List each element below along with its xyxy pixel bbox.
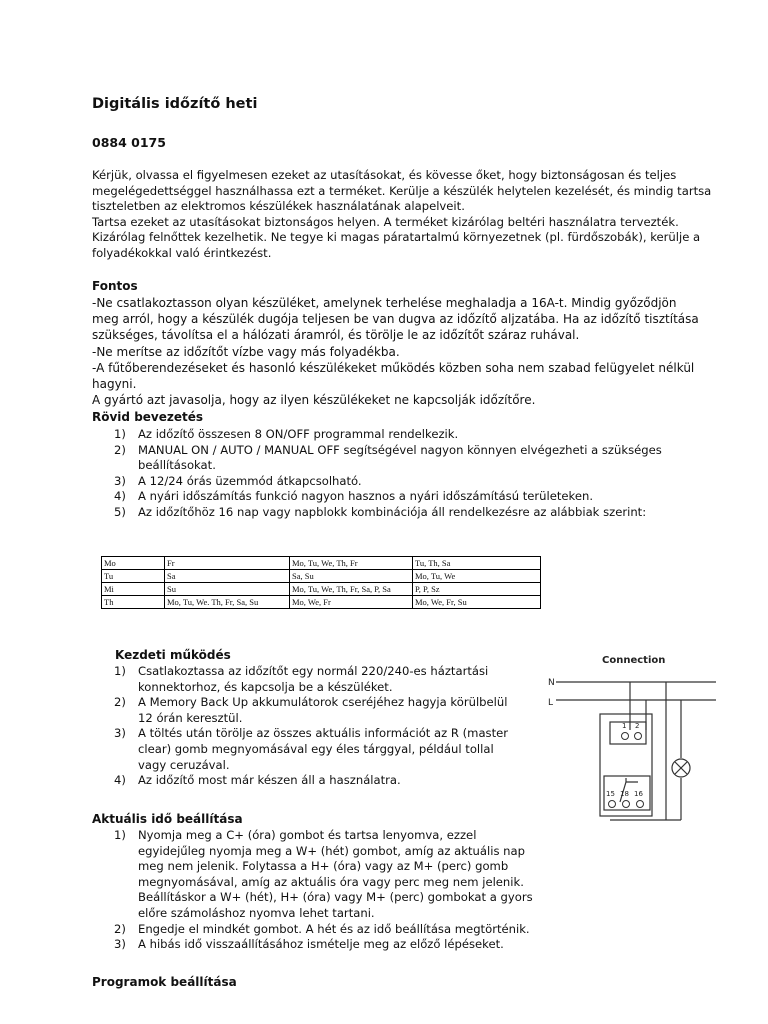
table-cell: Sa — [165, 570, 290, 583]
page-title: Digitális időzítő heti — [92, 96, 258, 112]
fontos-line: -Ne csatlakoztasson olyan készüléket, amelynek terhelése meghaladja a 16A-t. Mindig győződjön — [92, 296, 677, 310]
section-heading-aktualis: Aktuális idő beállítása — [92, 812, 243, 826]
intro-line: megelégedettséggel használhassa ezt a terméket. Kerülje a készülék helytelen kezelését, és mindig tartsa — [92, 183, 712, 198]
list-item: 3) A hibás idő visszaállításához ismételje meg az előző lépéseket. — [114, 937, 504, 952]
terminal-1 — [622, 733, 629, 740]
rovid-list — [92, 427, 692, 521]
label-n: N — [548, 678, 555, 688]
intro-line: folyadékokkal való érintkezést. — [92, 245, 272, 260]
list-item: 1) Nyomja meg a C+ (óra) gombot és tartsa lenyomva, ezzel egyidejűleg nyomja meg a W+ (hét) gombot, amíg az aktuális nap meg nem jelenik. Folytassa a H+ (óra) vagy az M+ (perc) gomb megnyomásával, amíg az aktuális óra vagy perc meg nem jelenik. Beállításkor a W+ (hét), H+ (óra) vagy M+ (perc) gombokat a gyors előre számoláshoz nyomva lehet tartani. — [114, 828, 533, 920]
section-heading-rovid: Rövid bevezetés — [92, 410, 204, 424]
table-cell: Mo — [102, 557, 165, 570]
fontos-paragraph — [92, 295, 732, 408]
terminal-label: 15 — [606, 790, 615, 798]
list-item: 3) A 12/24 órás üzemmód átkapcsolható. — [114, 473, 362, 488]
table-cell: Mo, Tu, We. Th, Fr, Sa, Su — [165, 596, 290, 609]
kezdeti-list — [92, 664, 532, 789]
terminal-label: 18 — [620, 790, 629, 798]
table-cell: Th — [102, 596, 165, 609]
terminal-2 — [635, 733, 642, 740]
table-cell: P, P, Sz — [413, 583, 541, 596]
table-cell: Fr — [165, 557, 290, 570]
list-item: 4) A nyári időszámítás funkció nagyon hasznos a nyári időszámítású területeken. — [114, 489, 594, 504]
table-cell: Tu, Th, Sa — [413, 557, 541, 570]
table-row — [102, 596, 541, 609]
table-cell: Tu — [102, 570, 165, 583]
terminal-label: 2 — [635, 722, 640, 730]
product-code: 0884 0175 — [92, 135, 166, 150]
list-item: 5) Az időzítőhöz 16 nap vagy napblokk kombinációja áll rendelkezésre az alábbiak szerint: — [114, 504, 647, 519]
table-cell: Mo, Tu, We, Th, Fr, Sa, P, Sa — [290, 583, 413, 596]
list-item: 2) A Memory Back Up akkumulátorok cseréjéhez hagyja körülbelül 12 órán keresztül. — [114, 695, 508, 725]
aktualis-list — [92, 828, 692, 953]
fontos-line: A gyártó azt javasolja, hogy az ilyen készülékeket ne kapcsolják időzítőre. — [92, 393, 536, 408]
terminal-15 — [609, 801, 616, 808]
terminal-label: 16 — [634, 790, 643, 798]
table-row — [102, 557, 541, 570]
table-cell: Mo, Tu, We, Th, Fr — [290, 557, 413, 570]
fontos-line: meg arról, hogy a készülék dugója teljesen be van dugva az időzítő aljzatába. Ha az időzítő tisztítása — [92, 312, 699, 327]
fontos-line: -A fűtőberendezéseket és hasonló készülékeket működés közben soha nem szabad felügyelet nélkül hagyni. — [92, 360, 695, 392]
day-combinations-table — [101, 556, 541, 609]
table-row — [102, 570, 541, 583]
diagram-title: Connection — [602, 655, 666, 666]
intro-line: Tartsa ezeket az utasításokat biztonságos helyen. A terméket kizárólag beltéri használatra tervezték. — [92, 214, 679, 229]
list-item: 2) MANUAL ON / AUTO / MANUAL OFF segítségével nagyon könnyen elvégezheti a szükséges beállításokat. — [114, 442, 662, 473]
intro-line: Kérjük, olvassa el figyelmesen ezeket az utasításokat, és kövesse őket, hogy biztonságosan és teljes — [92, 168, 677, 182]
terminal-label: 1 — [622, 722, 627, 730]
table-cell: Mi — [102, 583, 165, 596]
terminal-18 — [623, 801, 630, 808]
list-item: 1) Csatlakoztassa az időzítőt egy normál 220/240-es háztartási konnektorhoz, és kapcsolja be a készüléket. — [114, 664, 489, 694]
connection-diagram — [546, 650, 721, 825]
list-item: 1) Az időzítő összesen 8 ON/OFF programmal rendelkezik. — [114, 427, 459, 441]
fontos-line: szükséges, távolítsa el a hálózati áramról, és törölje le az időzítőt száraz ruhával. — [92, 328, 580, 343]
list-item: 2) Engedje el mindkét gombot. A hét és az idő beállítása megtörténik. — [114, 921, 530, 936]
intro-paragraph — [92, 168, 732, 262]
section-heading-kezdeti: Kezdeti működés — [115, 648, 231, 662]
label-l: L — [548, 698, 554, 708]
section-heading-fontos: Fontos — [92, 279, 138, 293]
table-cell: Sa, Su — [290, 570, 413, 583]
table-cell: Mo, Tu, We — [413, 570, 541, 583]
table-cell: Mo, We, Fr, Su — [413, 596, 541, 609]
list-item: 4) Az időzítő most már készen áll a használatra. — [114, 773, 401, 788]
terminal-16 — [637, 801, 644, 808]
section-heading-programok: Programok beállítása — [92, 975, 237, 989]
list-item: 3) A töltés után törölje az összes aktuális információt az R (master clear) gomb megnyomásával egy éles tárggyal, például tollal vagy ceruzával. — [114, 726, 509, 772]
fontos-line: -Ne merítse az időzítőt vízbe vagy más folyadékba. — [92, 344, 400, 359]
intro-line: tiszteletben az elektromos készülékek használatának alapelveit. — [92, 199, 465, 214]
table-cell: Su — [165, 583, 290, 596]
table-cell: Mo, We, Fr — [290, 596, 413, 609]
table-row — [102, 583, 541, 596]
intro-line: Kizárólag felnőttek kezelhetik. Ne tegye ki magas páratartalmú környezetnek (pl. fürdőszobák), kerülje a — [92, 230, 701, 245]
